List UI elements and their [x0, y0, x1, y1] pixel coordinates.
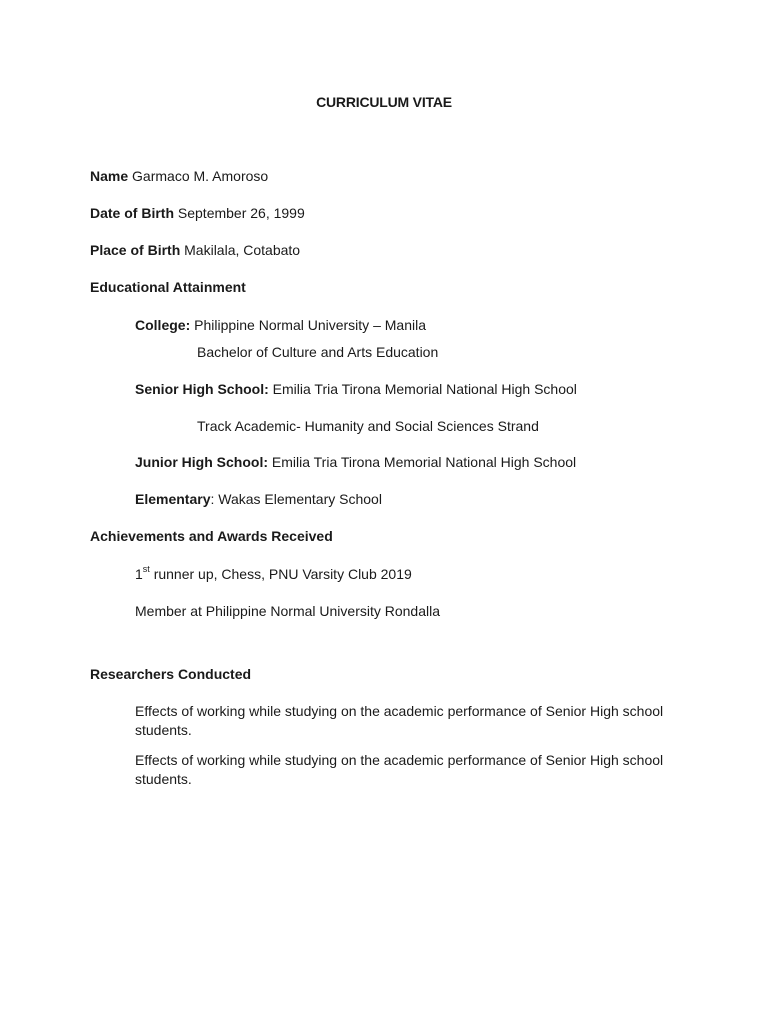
pob-line: [90, 241, 300, 259]
document-title: CURRICULUM VITAE: [316, 94, 452, 110]
dob-line: [90, 204, 305, 222]
dob-label: Date of Birth: [90, 205, 174, 221]
award-item-1: [135, 565, 412, 583]
jhs-value: Emilia Tria Tirona Memorial National High School: [271, 454, 577, 470]
dob-value: September 26, 1999: [177, 205, 305, 221]
award-1-superscript: st: [142, 564, 150, 575]
name-line: [90, 167, 268, 185]
college-value: Philippine Normal University – Manila: [194, 317, 426, 333]
award-1-number: 1: [135, 566, 143, 582]
pob-value: Makilala, Cotabato: [184, 242, 301, 258]
research-heading: Researchers Conducted: [90, 666, 252, 682]
elementary-value: : Wakas Elementary School: [210, 491, 382, 507]
name-label: Name: [90, 168, 129, 184]
college-line: [135, 316, 426, 334]
jhs-label: Junior High School:: [135, 454, 268, 470]
award-1-text: runner up, Chess, PNU Varsity Club 2019: [149, 566, 412, 582]
research-item-1: Effects of working while studying on the academic performance of Senior High school students.: [135, 703, 664, 738]
award-item-2: Member at Philippine Normal University Rondalla: [135, 603, 441, 619]
shs-track: Track Academic- Humanity and Social Sciences Strand: [197, 418, 539, 434]
elementary-label: Elementary: [135, 491, 211, 507]
shs-value: Emilia Tria Tirona Memorial National High School: [272, 381, 577, 397]
jhs-line: [135, 453, 576, 471]
shs-label: Senior High School:: [135, 381, 269, 397]
shs-line: [135, 380, 577, 398]
achievements-heading: Achievements and Awards Received: [90, 528, 333, 544]
pob-label: Place of Birth: [90, 242, 181, 258]
elementary-line: [135, 490, 382, 508]
college-label: College:: [135, 317, 191, 333]
college-degree: Bachelor of Culture and Arts Education: [197, 344, 439, 360]
education-heading: Educational Attainment: [90, 279, 246, 295]
name-value: Garmaco M. Amoroso: [132, 168, 269, 184]
research-item-2: Effects of working while studying on the academic performance of Senior High school students.: [135, 752, 664, 787]
